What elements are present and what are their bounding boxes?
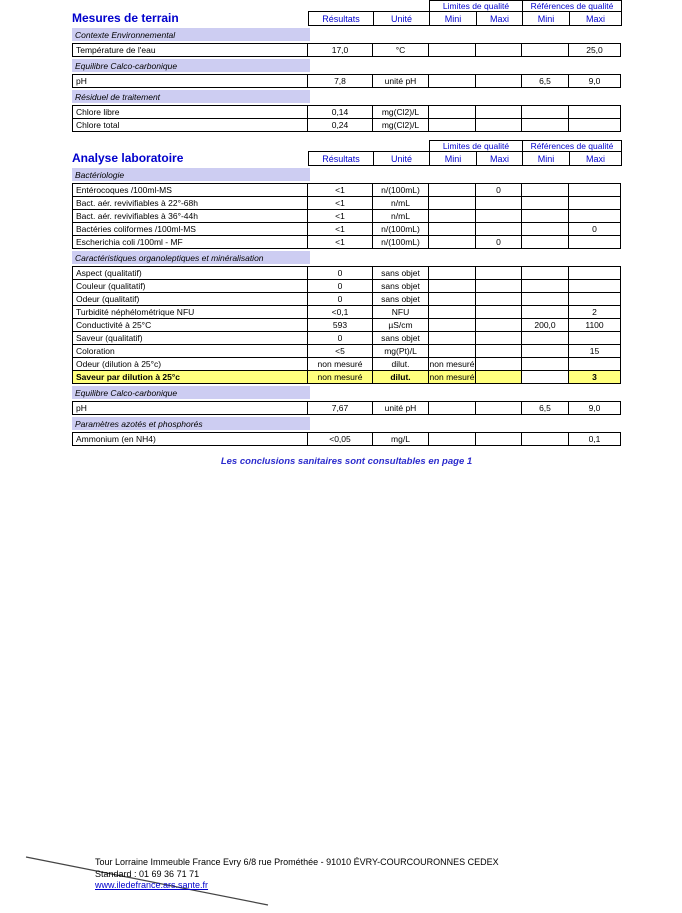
- ref-mini-cell: [521, 209, 569, 223]
- row-label: Chlore total: [72, 118, 308, 132]
- unit-cell: °C: [372, 43, 429, 57]
- limit-mini-cell: [428, 183, 476, 197]
- ref-maxi-cell: 15: [568, 344, 621, 358]
- unit-cell: n/(100mL): [372, 235, 429, 249]
- limit-mini-cell: [428, 222, 476, 236]
- limit-mini-cell: [428, 305, 476, 319]
- result-cell: <0,05: [307, 432, 373, 446]
- column-header-limit-maxi-cell: Maxi: [476, 151, 523, 166]
- ref-mini-cell: [521, 370, 569, 384]
- ref-mini-cell: [521, 432, 569, 446]
- column-header-limit-mini-cell: Mini: [429, 151, 477, 166]
- row-label: pH: [72, 74, 308, 88]
- table-row: [72, 183, 623, 197]
- limits-of-quality-header: Limites de qualité: [429, 140, 523, 152]
- limit-mini-cell: [428, 43, 476, 57]
- result-cell: non mesuré: [307, 357, 373, 371]
- ref-maxi-cell: [568, 331, 621, 345]
- section-band: Paramètres azotés et phosphorés: [72, 417, 310, 430]
- column-header-ref-maxi-cell: Maxi: [569, 151, 622, 166]
- table-row: [72, 43, 623, 57]
- result-cell: non mesuré: [307, 370, 373, 384]
- result-cell: <1: [307, 183, 373, 197]
- ref-mini-cell: [521, 292, 569, 306]
- unit-cell: mg(Cl2)/L: [372, 105, 429, 119]
- unit-cell: n/(100mL): [372, 222, 429, 236]
- result-cell: 593: [307, 318, 373, 332]
- limit-mini-cell: [428, 235, 476, 249]
- unit-cell: mg/L: [372, 432, 429, 446]
- column-header-result-cell: Résultats: [308, 151, 374, 166]
- result-cell: <1: [307, 209, 373, 223]
- limit-maxi-cell: [475, 266, 522, 280]
- row-label: Bact. aér. revivifiables à 22°-68h: [72, 196, 308, 210]
- column-header-ref-mini-cell: Mini: [522, 11, 570, 26]
- table-row: [72, 222, 623, 236]
- row-label: Saveur par dilution à 25°c: [72, 370, 308, 384]
- limit-maxi-cell: [475, 344, 522, 358]
- limit-mini-cell: [428, 209, 476, 223]
- row-label: Température de l'eau: [72, 43, 308, 57]
- ref-maxi-cell: [568, 292, 621, 306]
- ref-maxi-cell: 9,0: [568, 74, 621, 88]
- limit-mini-cell: [428, 74, 476, 88]
- column-header-unit-cell: Unité: [373, 11, 430, 26]
- ref-mini-cell: [521, 357, 569, 371]
- table-row: [72, 370, 623, 384]
- row-label: Aspect (qualitatif): [72, 266, 308, 280]
- unit-cell: µS/cm: [372, 318, 429, 332]
- ref-mini-cell: 6,5: [521, 74, 569, 88]
- ref-mini-cell: [521, 266, 569, 280]
- result-cell: 7,8: [307, 74, 373, 88]
- limit-maxi-cell: [475, 318, 522, 332]
- unit-cell: sans objet: [372, 279, 429, 293]
- limit-mini-cell: [428, 279, 476, 293]
- result-cell: <1: [307, 235, 373, 249]
- limit-maxi-cell: [475, 43, 522, 57]
- row-label: Ammonium (en NH4): [72, 432, 308, 446]
- ref-mini-cell: [521, 118, 569, 132]
- ref-maxi-cell: [568, 235, 621, 249]
- references-of-quality-header: Références de qualité: [522, 0, 622, 12]
- ref-maxi-cell: 9,0: [568, 401, 621, 415]
- limit-maxi-cell: [475, 222, 522, 236]
- column-header-row: [72, 11, 623, 26]
- unit-cell: n/(100mL): [372, 183, 429, 197]
- limit-maxi-cell: [475, 432, 522, 446]
- ref-maxi-cell: 2: [568, 305, 621, 319]
- unit-cell: mg(Cl2)/L: [372, 118, 429, 132]
- table-row: [72, 305, 623, 319]
- row-label: pH: [72, 401, 308, 415]
- sanitary-conclusions-note: Les conclusions sanitaires sont consultables en page 1: [220, 456, 473, 467]
- row-label: Coloration: [72, 344, 308, 358]
- result-cell: 0: [307, 331, 373, 345]
- footer-url-link[interactable]: www.iledefrance.ars.sante.fr: [95, 880, 209, 890]
- ref-mini-cell: [521, 305, 569, 319]
- limit-mini-cell: [428, 432, 476, 446]
- column-header-ref-maxi-cell: Maxi: [569, 11, 622, 26]
- ref-mini-cell: 6,5: [521, 401, 569, 415]
- column-header-ref-mini-cell: Mini: [522, 151, 570, 166]
- row-label: Bact. aér. revivifiables à 36°-44h: [72, 209, 308, 223]
- table-row: [72, 279, 623, 293]
- ref-mini-cell: [521, 222, 569, 236]
- table-row: [72, 266, 623, 280]
- limit-maxi-cell: [475, 370, 522, 384]
- references-of-quality-header: Références de qualité: [522, 140, 622, 152]
- footer-block: [95, 857, 499, 892]
- footer-phone: Standard : 01 69 36 71 71: [95, 868, 200, 879]
- table-row: [72, 432, 623, 446]
- row-label: Chlore libre: [72, 105, 308, 119]
- unit-cell: sans objet: [372, 266, 429, 280]
- ref-maxi-cell: [568, 209, 621, 223]
- table-row: [72, 292, 623, 306]
- limit-mini-cell: [428, 344, 476, 358]
- limit-mini-cell: [428, 266, 476, 280]
- result-cell: <1: [307, 222, 373, 236]
- row-label: Entérocoques /100ml-MS: [72, 183, 308, 197]
- ref-maxi-cell: 1100: [568, 318, 621, 332]
- result-cell: 0,14: [307, 105, 373, 119]
- ref-maxi-cell: [568, 183, 621, 197]
- result-cell: <5: [307, 344, 373, 358]
- unit-cell: mg(Pt)/L: [372, 344, 429, 358]
- result-cell: 7,67: [307, 401, 373, 415]
- result-cell: 0: [307, 292, 373, 306]
- ref-maxi-cell: [568, 105, 621, 119]
- limit-maxi-cell: [475, 74, 522, 88]
- table-title: Analyse laboratoire: [72, 151, 184, 165]
- unit-cell: n/mL: [372, 209, 429, 223]
- table-row: [72, 74, 623, 88]
- ref-mini-cell: [521, 43, 569, 57]
- unit-cell: unité pH: [372, 401, 429, 415]
- result-cell: <1: [307, 196, 373, 210]
- field-measurements-table: [72, 0, 623, 132]
- row-label: Saveur (qualitatif): [72, 331, 308, 345]
- table-row: [72, 105, 623, 119]
- unit-cell: dilut.: [372, 357, 429, 371]
- unit-cell: sans objet: [372, 331, 429, 345]
- column-header-row: [72, 151, 623, 166]
- limit-mini-cell: [428, 331, 476, 345]
- limit-maxi-cell: [475, 292, 522, 306]
- limit-maxi-cell: [475, 196, 522, 210]
- ref-maxi-cell: [568, 357, 621, 371]
- limit-maxi-cell: 0: [475, 235, 522, 249]
- table-row: [72, 344, 623, 358]
- ref-maxi-cell: [568, 196, 621, 210]
- table-row: [72, 235, 623, 249]
- result-cell: 0: [307, 279, 373, 293]
- column-header-limit-mini-cell: Mini: [429, 11, 477, 26]
- limit-mini-cell: [428, 196, 476, 210]
- limit-mini-cell: [428, 318, 476, 332]
- limit-maxi-cell: [475, 331, 522, 345]
- table-title: Mesures de terrain: [72, 11, 179, 25]
- column-header-result-cell: Résultats: [308, 11, 374, 26]
- ref-mini-cell: [521, 279, 569, 293]
- ref-mini-cell: [521, 183, 569, 197]
- row-label: Conductivité à 25°C: [72, 318, 308, 332]
- table-row: [72, 318, 623, 332]
- laboratory-analysis-table: [72, 140, 623, 446]
- section-band: Bactériologie: [72, 168, 310, 181]
- ref-maxi-cell: [568, 118, 621, 132]
- section-band: Caractéristiques organoleptiques et minéralisation: [72, 251, 310, 264]
- limits-of-quality-header: Limites de qualité: [429, 0, 523, 12]
- ref-maxi-cell: 0,1: [568, 432, 621, 446]
- ref-maxi-cell: [568, 266, 621, 280]
- row-label: Escherichia coli /100ml - MF: [72, 235, 308, 249]
- limit-mini-cell: non mesuré: [429, 359, 475, 369]
- limit-maxi-cell: [475, 105, 522, 119]
- column-header-unit-cell: Unité: [373, 151, 430, 166]
- row-label: Bactéries coliformes /100ml-MS: [72, 222, 308, 236]
- unit-cell: n/mL: [372, 196, 429, 210]
- row-label: Turbidité néphélométrique NFU: [72, 305, 308, 319]
- limit-maxi-cell: [475, 401, 522, 415]
- limit-maxi-cell: [475, 357, 522, 371]
- result-cell: <0,1: [307, 305, 373, 319]
- row-label: Odeur (qualitatif): [72, 292, 308, 306]
- limit-maxi-cell: 0: [475, 183, 522, 197]
- ref-maxi-cell: 0: [568, 222, 621, 236]
- ref-mini-cell: [521, 344, 569, 358]
- unit-cell: unité pH: [372, 74, 429, 88]
- section-band: Equilibre Calco-carbonique: [72, 386, 310, 399]
- limit-maxi-cell: [475, 305, 522, 319]
- table-row: [72, 357, 623, 371]
- unit-cell: dilut.: [372, 370, 429, 384]
- limit-mini-cell: non mesuré: [429, 372, 475, 382]
- limit-mini-cell: [428, 292, 476, 306]
- ref-mini-cell: [521, 196, 569, 210]
- ref-mini-cell: [521, 331, 569, 345]
- unit-cell: NFU: [372, 305, 429, 319]
- ref-mini-cell: 200,0: [521, 318, 569, 332]
- table-row: [72, 331, 623, 345]
- unit-cell: sans objet: [372, 292, 429, 306]
- ref-maxi-cell: 25,0: [568, 43, 621, 57]
- result-cell: 17,0: [307, 43, 373, 57]
- limit-mini-cell: [428, 118, 476, 132]
- column-header-limit-maxi-cell: Maxi: [476, 11, 523, 26]
- result-cell: 0: [307, 266, 373, 280]
- row-label: Odeur (dilution à 25°c): [72, 357, 308, 371]
- table-row: [72, 209, 623, 223]
- row-label: Couleur (qualitatif): [72, 279, 308, 293]
- limit-mini-cell: [428, 105, 476, 119]
- section-band: Contexte Environnemental: [72, 28, 310, 41]
- ref-maxi-cell: 3: [568, 370, 621, 384]
- limit-maxi-cell: [475, 209, 522, 223]
- table-row: [72, 118, 623, 132]
- limit-mini-cell: [428, 401, 476, 415]
- section-band: Equilibre Calco-carbonique: [72, 59, 310, 72]
- limit-maxi-cell: [475, 118, 522, 132]
- section-band: Résiduel de traitement: [72, 90, 310, 103]
- ref-mini-cell: [521, 235, 569, 249]
- ref-maxi-cell: [568, 279, 621, 293]
- table-row: [72, 196, 623, 210]
- limit-maxi-cell: [475, 279, 522, 293]
- ref-mini-cell: [521, 105, 569, 119]
- result-cell: 0,24: [307, 118, 373, 132]
- table-row: [72, 401, 623, 415]
- footer-address: Tour Lorraine Immeuble France Evry 6/8 rue Prométhée - 91010 ÉVRY-COURCOURONNES CEDEX: [95, 857, 499, 867]
